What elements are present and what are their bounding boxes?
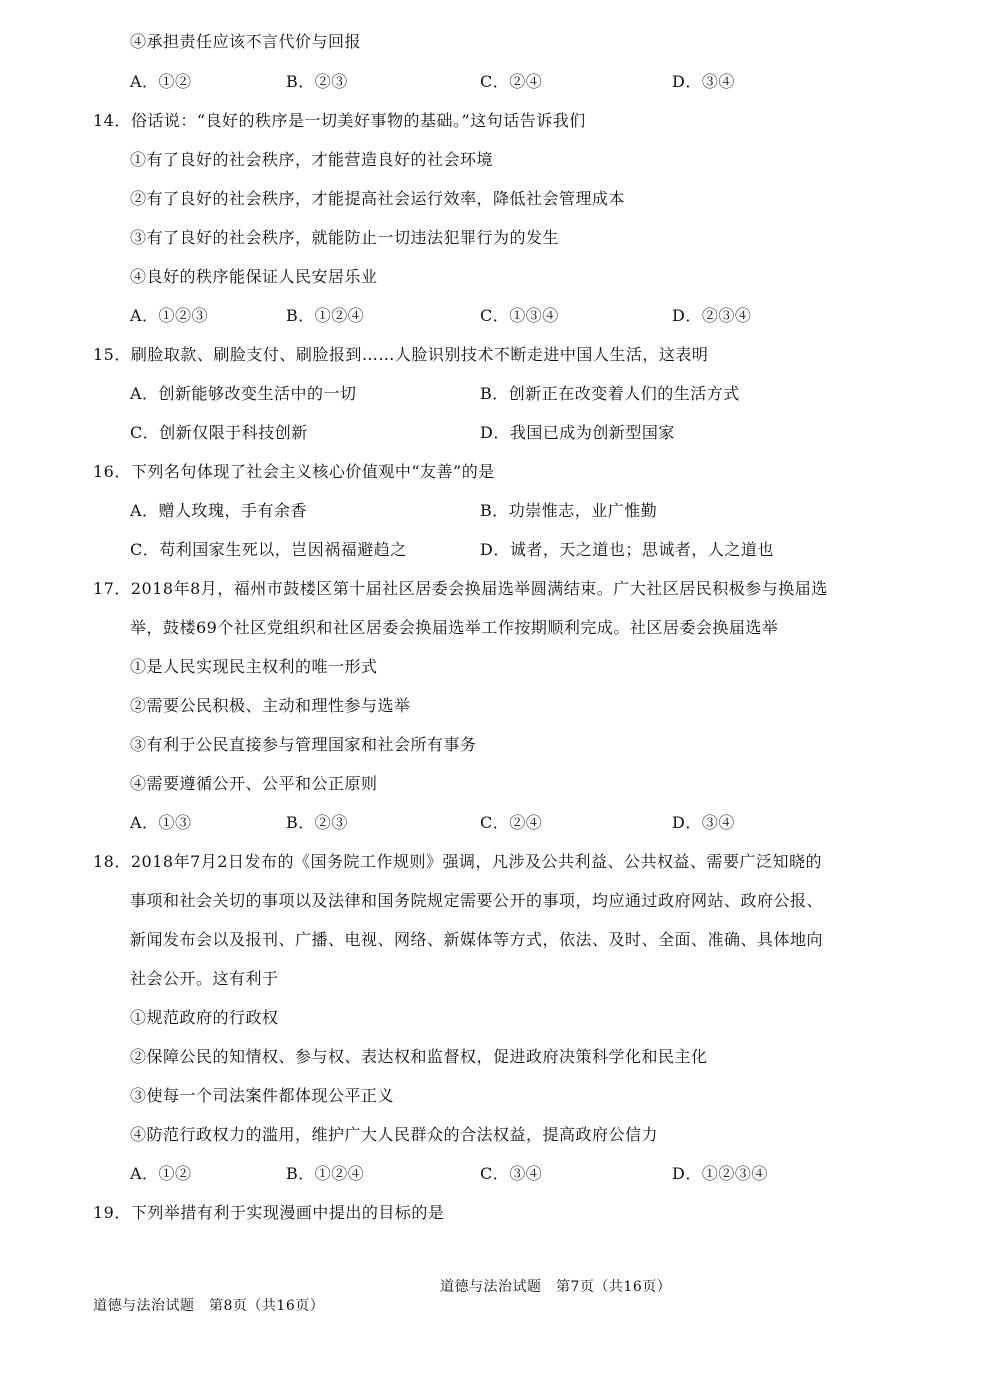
q13-option-a: A．①② — [130, 72, 192, 91]
q15-option-c: C．创新仅限于科技创新 — [130, 423, 308, 442]
q14-option-d: D．②③④ — [672, 306, 752, 325]
q13-option-d: D．③④ — [672, 72, 735, 91]
q17-option-d: D．③④ — [672, 813, 735, 832]
q18-item-4: ④防范行政权力的滥用，维护广大人民群众的合法权益，提高政府公信力 — [130, 1125, 659, 1144]
q17-option-b: B．②③ — [286, 813, 348, 832]
q18-stem-line-1: 18．2018年7月2日发布的《国务院工作规则》强调，凡涉及公共利益、公共权益、需要广泛知晓的 — [93, 852, 822, 871]
q14-item-4: ④良好的秩序能保证人民安居乐业 — [130, 267, 378, 286]
q16-option-b: B．功崇惟志，业广惟勤 — [480, 501, 658, 520]
q18-item-3: ③使每一个司法案件都体现公平正义 — [130, 1086, 395, 1105]
q14-stem: 14．俗话说：“良好的秩序是一切美好事物的基础。”这句话告诉我们 — [93, 111, 586, 130]
q14-item-3: ③有了良好的社会秩序，就能防止一切违法犯罪行为的发生 — [130, 228, 560, 247]
q18-option-a: A．①② — [130, 1164, 192, 1183]
q18-option-b: B．①②④ — [286, 1164, 365, 1183]
q18-option-d: D．①②③④ — [672, 1164, 768, 1183]
q15-option-d: D．我国已成为创新型国家 — [480, 423, 675, 442]
q17-item-4: ④需要遵循公开、公平和公正原则 — [130, 774, 378, 793]
q16-option-a: A．赠人玫瑰，手有余香 — [130, 501, 308, 520]
q13-option-b: B．②③ — [286, 72, 348, 91]
q15-stem: 15．刷脸取款、刷脸支付、刷脸报到……人脸识别技术不断走进中国人生活，这表明 — [93, 345, 709, 364]
q17-option-c: C．②④ — [480, 813, 543, 832]
q15-option-b: B．创新正在改变着人们的生活方式 — [480, 384, 740, 403]
q17-item-1: ①是人民实现民主权利的唯一形式 — [130, 657, 378, 676]
q16-stem: 16．下列名句体现了社会主义核心价值观中“友善”的是 — [93, 462, 495, 481]
q17-item-3: ③有利于公民直接参与管理国家和社会所有事务 — [130, 735, 477, 754]
q18-stem-line-2: 事项和社会关切的事项以及法律和国务院规定需要公开的事项，均应通过政府网站、政府公报、 — [130, 891, 824, 910]
q13-option-c: C．②④ — [480, 72, 543, 91]
q15-option-a: A．创新能够改变生活中的一切 — [130, 384, 357, 403]
q14-item-2: ②有了良好的社会秩序，才能提高社会运行效率，降低社会管理成本 — [130, 189, 626, 208]
q18-item-1: ①规范政府的行政权 — [130, 1008, 279, 1027]
page-footer-center: 道德与法治试题 第7页（共16页） — [440, 1279, 672, 1295]
q13-item-4: ④承担责任应该不言代价与回报 — [130, 32, 362, 51]
q17-item-2: ②需要公民积极、主动和理性参与选举 — [130, 696, 411, 715]
q14-option-c: C．①③④ — [480, 306, 559, 325]
q16-option-d: D．诚者，天之道也；思诚者，人之道也 — [480, 540, 774, 559]
q14-option-a: A．①②③ — [130, 306, 209, 325]
q17-option-a: A．①③ — [130, 813, 192, 832]
q17-stem-line-1: 17．2018年8月，福州市鼓楼区第十届社区居委会换届选举圆满结束。广大社区居民积极参与换届选 — [93, 579, 828, 598]
q14-option-b: B．①②④ — [286, 306, 365, 325]
q17-stem-line-2: 举，鼓楼69个社区党组织和社区居委会换届选举工作按期顺利完成。社区居委会换届选举 — [130, 618, 779, 637]
q18-option-c: C．③④ — [480, 1164, 543, 1183]
q18-item-2: ②保障公民的知情权、参与权、表达权和监督权，促进政府决策科学化和民主化 — [130, 1047, 708, 1066]
q18-stem-line-4: 社会公开。这有利于 — [130, 969, 279, 988]
q16-option-c: C．苟利国家生死以，岂因祸福避趋之 — [130, 540, 407, 559]
q19-stem: 19．下列举措有利于实现漫画中提出的目标的是 — [93, 1203, 445, 1222]
q14-item-1: ①有了良好的社会秩序，才能营造良好的社会环境 — [130, 150, 494, 169]
q18-stem-line-3: 新闻发布会以及报刊、广播、电视、网络、新媒体等方式，依法、及时、全面、准确、具体地向 — [130, 930, 824, 949]
page-footer-left: 道德与法治试题 第8页（共16页） — [93, 1298, 325, 1314]
